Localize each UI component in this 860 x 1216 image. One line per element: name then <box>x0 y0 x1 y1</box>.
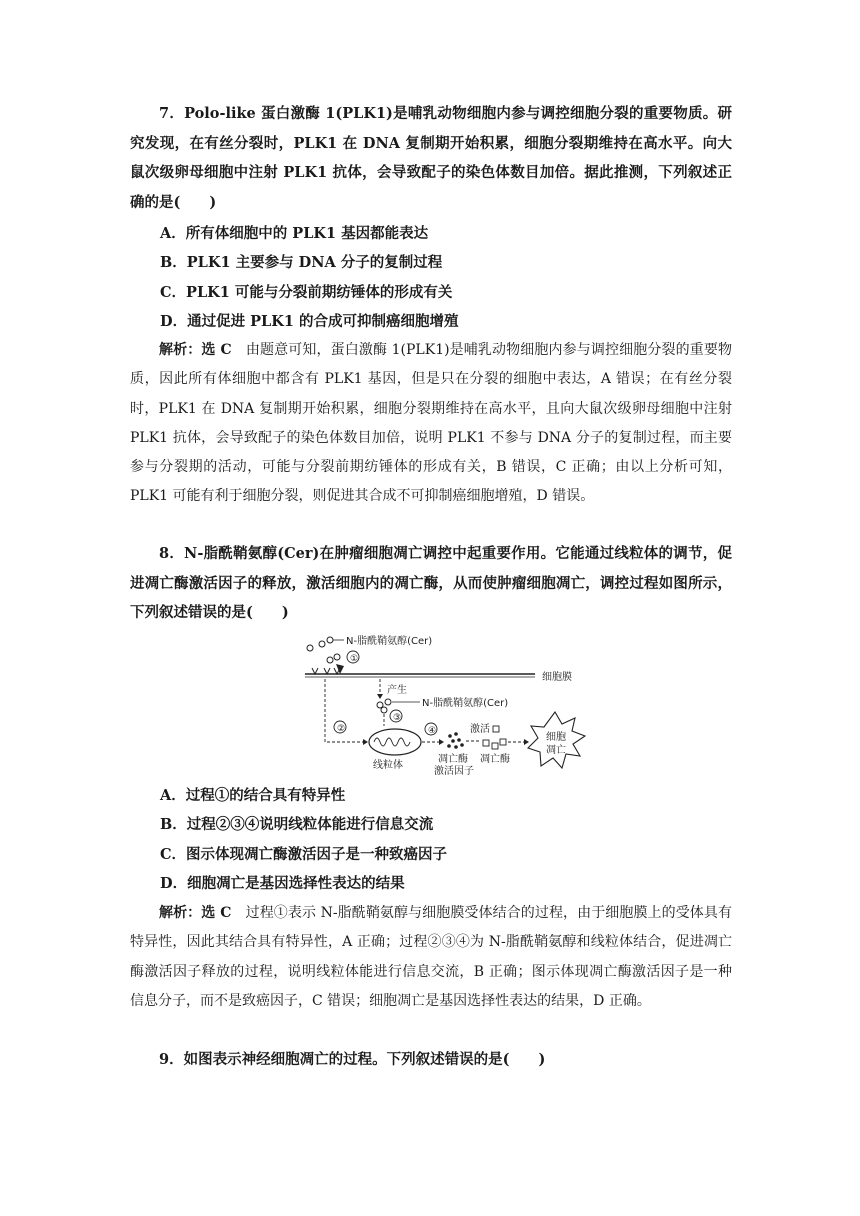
cer-molecules-inner <box>377 699 391 713</box>
question-8-option-d: D．细胞凋亡是基因选择性表达的结果 <box>160 875 405 892</box>
question-7-option-d: D．通过促进 PLK1 的合成可抑制癌细胞增殖 <box>160 313 459 330</box>
step-2-arrowhead <box>363 739 368 745</box>
cer-inner-label: N-脂酰鞘氨醇(Cer) <box>422 698 509 709</box>
cell-death-label-line1: 细胞 <box>546 732 566 743</box>
step-2-label: ② <box>337 724 346 734</box>
question-9-stem: 9．如图表示神经细胞凋亡的过程。下列叙述错误的是( ) <box>159 1051 546 1068</box>
receptors <box>312 668 340 674</box>
question-7-stem: 7．Polo-like 蛋白激酶 1(PLK1)是哺乳动物细胞内参与调控细胞分裂的重要物质。研究发现，在有丝分裂时，PLK1 在 DNA 复制期开始积累，细胞分裂期维持在高水平。向大鼠次级卵母细胞中注射 PLK1 抗体，会导致配子的染色体数目加倍。据此推测，下列叙述正确的是( ) <box>130 105 732 211</box>
question-8-option-a: A．过程①的结合具有特异性 <box>160 787 346 804</box>
question-7-option-c: C．PLK1 可能与分裂前期纺锤体的形成有关 <box>160 284 453 301</box>
cell-membrane-label: 细胞膜 <box>542 672 572 683</box>
analysis-lead: 解析：选 C <box>159 342 232 358</box>
mitochondrion-cristae <box>374 738 410 746</box>
cell-death-label-line2: 凋亡 <box>546 745 566 756</box>
factor-label-line1: 凋亡酶 <box>438 754 468 765</box>
analysis-text: 由题意可知，蛋白激酶 1(PLK1)是哺乳动物细胞内参与调控细胞分裂的重要物质，因此所有体细胞中都含有 PLK1 基因，但是只在分裂的细胞中表达，A 错误；在有丝分裂时，PLK1 在 DNA 复制期开始积累，细胞分裂期维持在高水平，且向大鼠次级卵母细胞中注射 PLK1 抗体，会导致配子的染色体数目加倍，说明 PLK1 不参与 DNA 分子的复制过程，而主要参与分裂期的活动，可能与分裂前期纺锤体的形成有关，B 错误，C 正确；由以上分析可知，PLK1 可能有利于细胞分裂，则促进其合成不可抑制癌细胞增殖，D 错误。 <box>130 342 732 505</box>
mitochondrion <box>369 729 421 755</box>
analysis-lead: 解析：选 C <box>159 905 232 921</box>
step-4-arrowhead <box>439 739 444 745</box>
step-4-label: ④ <box>428 726 437 736</box>
question-8-option-b: B．过程②③④说明线粒体能进行信息交流 <box>160 816 434 833</box>
question-8-option-c: C．图示体现凋亡酶激活因子是一种致癌因子 <box>160 846 448 863</box>
mitochondrion-label: 线粒体 <box>373 760 403 771</box>
apoptosis-diagram <box>300 630 600 778</box>
cer-top-label: N-脂酰鞘氨醇(Cer) <box>346 636 433 647</box>
produce-arrowhead <box>377 694 383 699</box>
produce-label: 产生 <box>387 685 407 696</box>
activating-factor-dots <box>447 732 464 749</box>
activate-label: 激活 <box>470 724 490 735</box>
step-1-label: ① <box>350 654 359 664</box>
step-3-label: ③ <box>393 713 402 723</box>
cer-molecules-top <box>307 637 340 663</box>
enzyme-label: 凋亡酶 <box>480 754 510 765</box>
death-arrowhead <box>524 739 529 745</box>
factor-label-line2: 激活因子 <box>434 766 474 777</box>
question-7-analysis <box>130 336 732 512</box>
question-8-analysis <box>130 899 732 1016</box>
question-7-option-b: B．PLK1 主要参与 DNA 分子的复制过程 <box>160 254 443 271</box>
analysis-text: 过程①表示 N-脂酰鞘氨醇与细胞膜受体结合的过程，由于细胞膜上的受体具有特异性，因此其结合具有特异性，A 正确；过程②③④为 N-脂酰鞘氨醇和线粒体结合，促进凋亡酶激活因子释放的过程，说明线粒体能进行信息交流，B 正确；图示体现凋亡酶激活因子是一种信息分子，而不是致癌因子，C 错误；细胞凋亡是基因选择性表达的结果，D 正确。 <box>130 905 732 1009</box>
question-8-stem: 8．N-脂酰鞘氨醇(Cer)在肿瘤细胞凋亡调控中起重要作用。它能通过线粒体的调节，促进凋亡酶激活因子的释放，激活细胞内的凋亡酶，从而使肿瘤细胞凋亡，调控过程如图所示，下列叙述错误的是( ) <box>130 545 732 621</box>
question-7-option-a: A．所有体细胞中的 PLK1 基因都能表达 <box>160 225 429 242</box>
